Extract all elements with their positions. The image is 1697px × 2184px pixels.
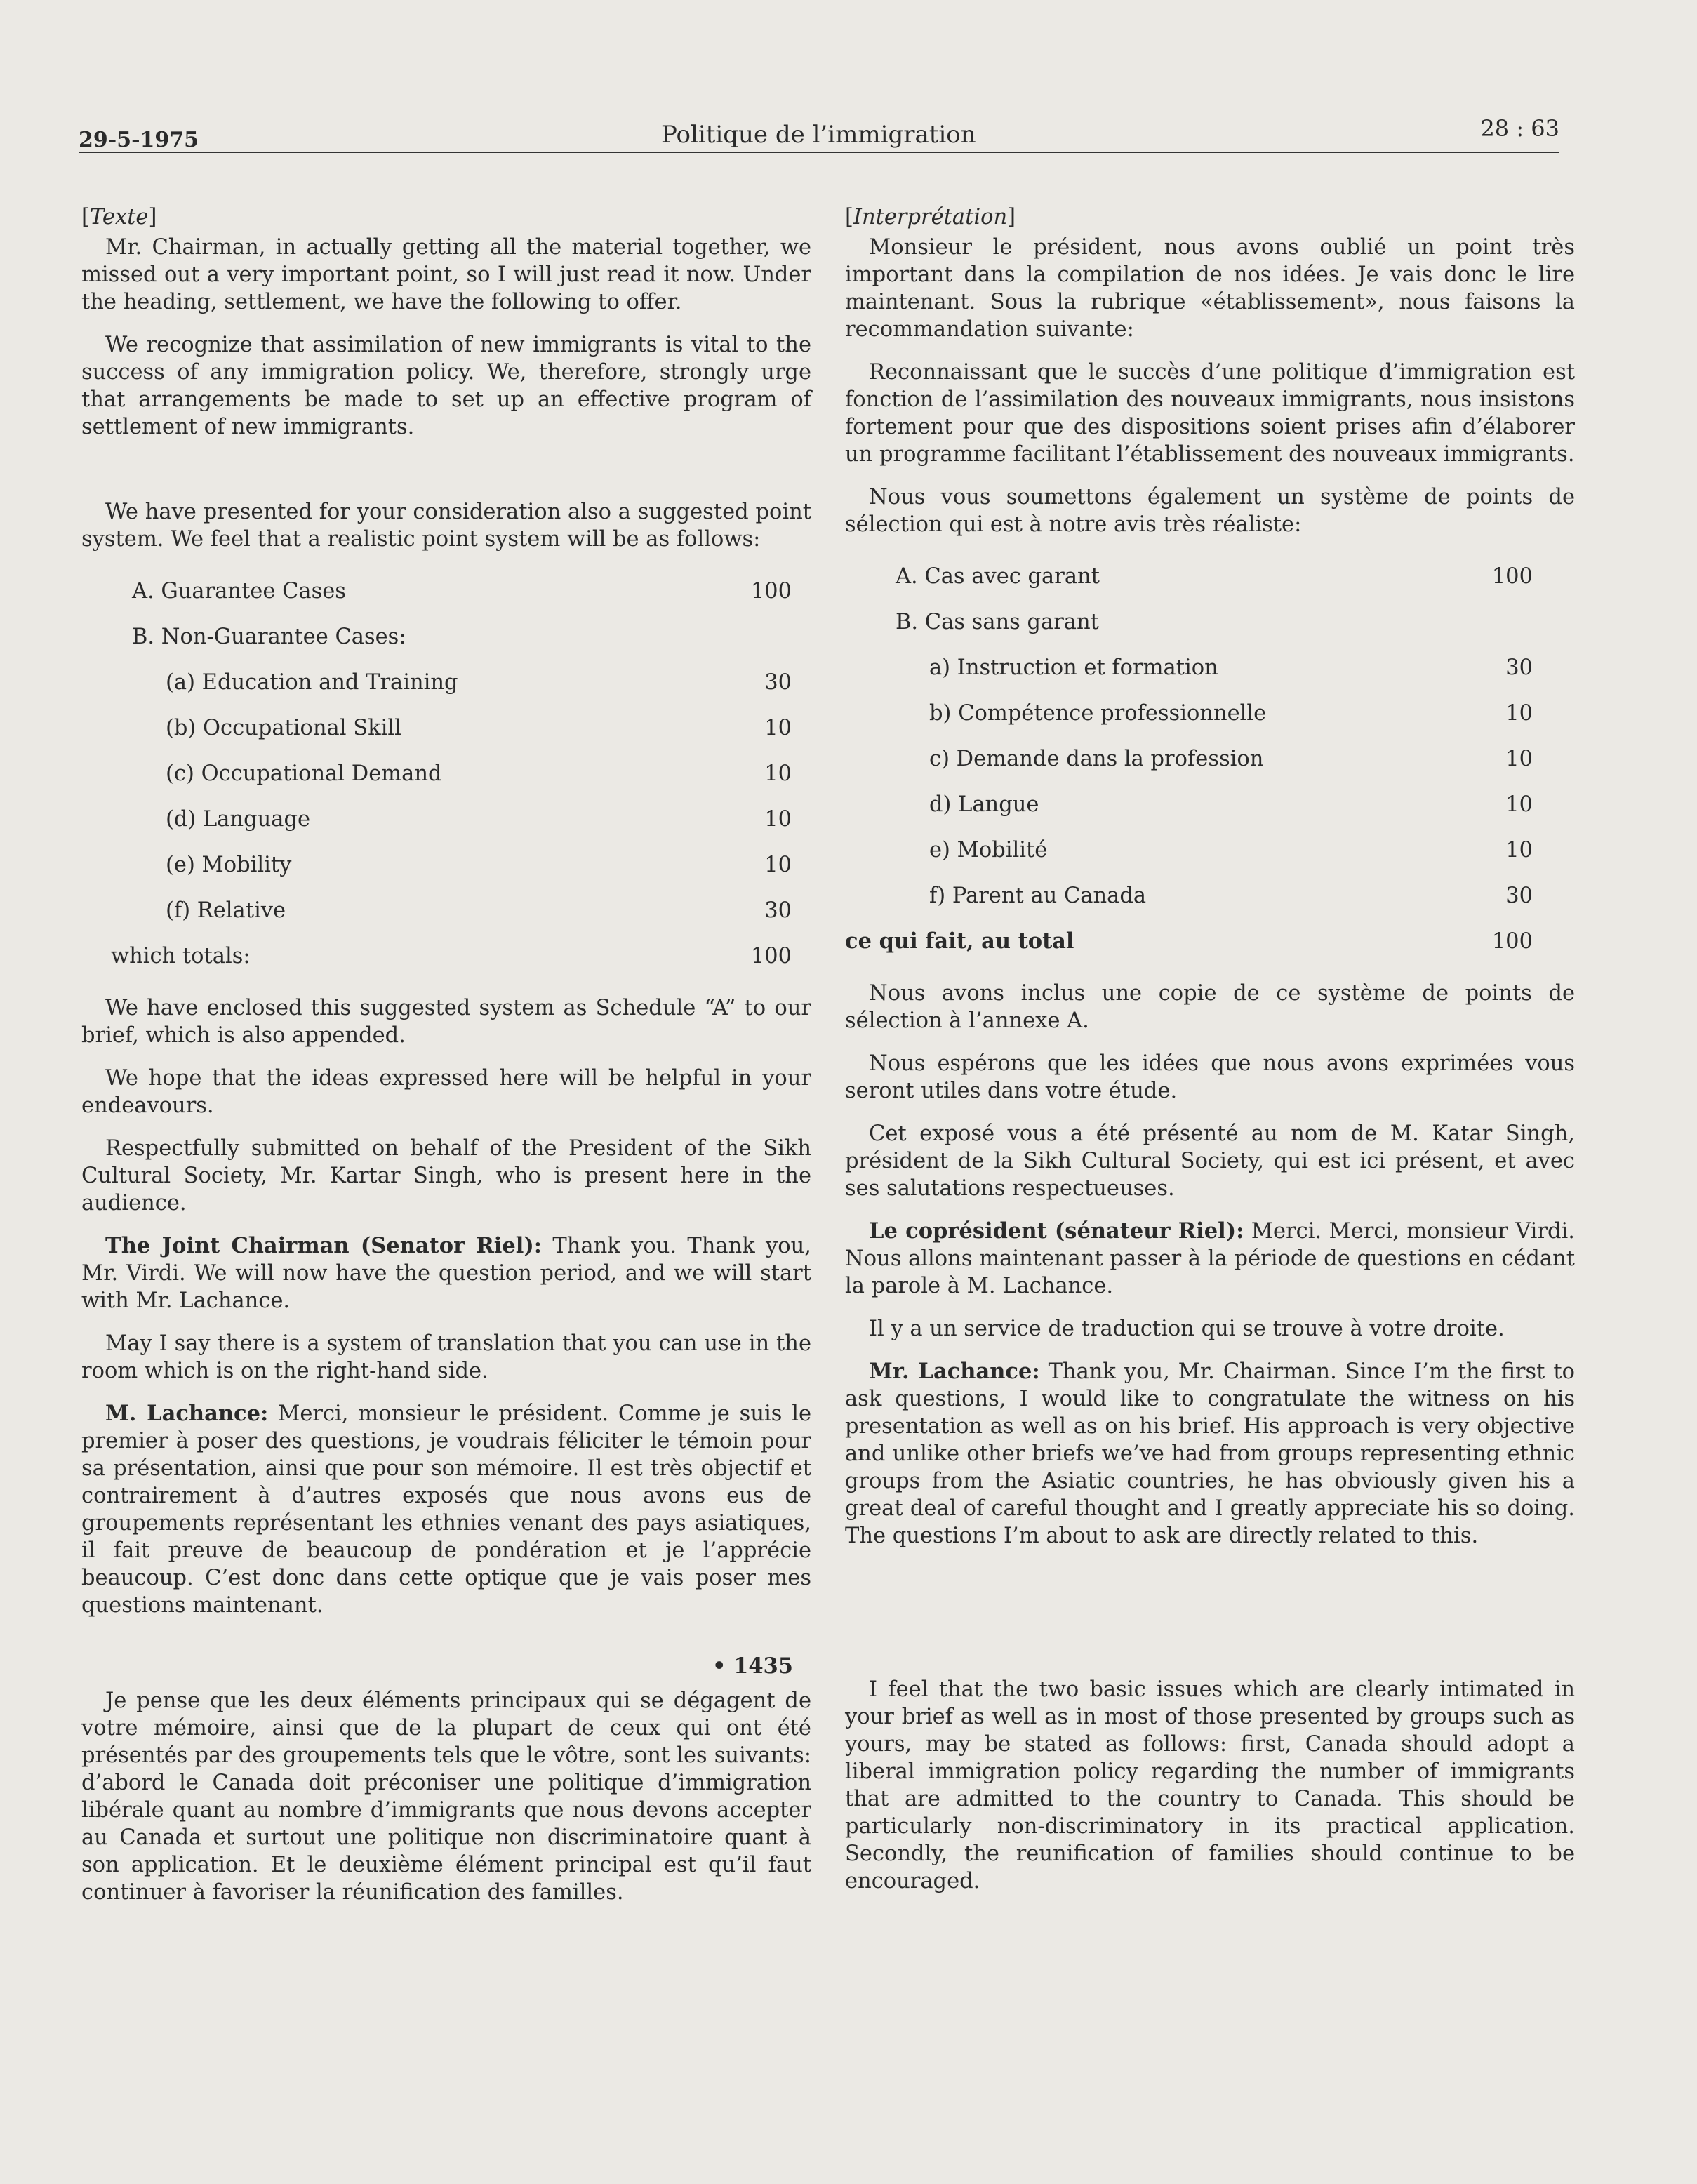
right-paragraph: Il y a un service de traduction qui se trouve à votre droite. [869, 1317, 1505, 1341]
left-paragraph: We have presented for your consideration also a suggested point system. We feel that a realistic point system will be as follows: [81, 500, 811, 552]
point-value: 10 [1505, 838, 1533, 863]
left-paragraph: We recognize that assimilation of new immigrants is vital to the success of any immigration policy. We, therefore, strongly urge that arrangements be made to set up an effective program of settlement of new immigrants. [81, 333, 811, 439]
left-paragraph: Respectfully submitted on behalf of the President of the Sikh Cultural Society, Mr. Kartar Singh, who is present here in the audience. [81, 1136, 811, 1216]
point-row [81, 751, 811, 797]
right-paragraph: I feel that the two basic issues which are clearly intimated in your brief as well as in most of those presented by groups such as yours, may be stated as follows: first, Canada should adopt a liberal immigration policy regarding the number of immigrants that are admitted to the country to Canada. This should be particularly non-discriminatory in its practical application. Secondly, the reunification of families should continue to be encouraged. [845, 1677, 1575, 1893]
point-value: 30 [1505, 655, 1533, 680]
point-label: B. Cas sans garant [896, 610, 1099, 634]
point-label: e) Mobilité [929, 838, 1048, 863]
point-row [845, 599, 1575, 645]
point-row [845, 782, 1575, 827]
left-paragraph: We have enclosed this suggested system as Schedule “A” to our brief, which is also appended. [81, 996, 811, 1048]
point-total-row [845, 919, 1575, 964]
point-row [81, 705, 811, 751]
right-paragraph: Nous vous soumettons également un système de points de sélection qui est à notre avis très réaliste: [845, 485, 1575, 537]
point-row [845, 554, 1575, 599]
timestamp-marker: • 1435 [712, 1653, 793, 1679]
point-value: 100 [1491, 929, 1533, 954]
left-paragraph: We hope that the ideas expressed here will be helpful in your endeavours. [81, 1066, 811, 1118]
right-paragraph: Monsieur le président, nous avons oublié un point très important dans la compilation de nos idées. Je vais donc le lire maintenant. Sous la rubrique «établissement», nous faisons la recommandation suivante: [845, 235, 1575, 342]
point-value: 30 [1505, 884, 1533, 908]
speaker-name: M. Lachance: [105, 1401, 269, 1426]
right-paragraph: Nous avons inclus une copie de ce système de points de sélection à l’annexe A. [845, 981, 1575, 1033]
point-label: B. Non-Guarantee Cases: [132, 625, 406, 649]
point-value: 30 [764, 898, 792, 923]
speaker-name: Le coprésident (sénateur Riel): [869, 1218, 1244, 1244]
point-label: b) Compétence professionnelle [929, 701, 1267, 726]
point-label: (f) Relative [166, 898, 286, 923]
point-value: 100 [750, 579, 792, 604]
point-label: (b) Occupational Skill [166, 716, 401, 740]
left-paragraph: M. Lachance: Merci, monsieur le président. Comme je suis le premier à poser des questions, je voudrais féliciter le témoin pour sa présentation, ainsi que pour son mémoire. Il est très objectif et contrairement à d’autres exposés que nous avons eus de groupements représentant les ethnies venant des pays asiatiques, il fait preuve de beaucoup de pondération et je l’apprécie beaucoup. C’est donc dans cette optique que je vais poser mes questions maintenant. [81, 1401, 812, 1618]
point-label: (a) Education and Training [166, 670, 458, 695]
point-label: d) Langue [929, 792, 1039, 817]
left-paragraph: Je pense que les deux éléments principaux qui se dégagent de votre mémoire, ainsi que de la plupart de ceux qui ont été présentés par des groupements tels que le vôtre, sont les suivants: d’abord le Canada doit préconiser une politique d’immigration libérale quant au nombre d’immigrants que nous devons accepter au Canada et surtout une politique non discriminatoire quant à son application. Et le deuxième élément principal est qu’il faut continuer à favoriser la réunification des familles. [81, 1689, 811, 1905]
point-label: (c) Occupational Demand [166, 761, 442, 786]
point-value: 10 [1505, 747, 1533, 771]
right-point-system-list [845, 554, 1575, 964]
point-label: which totals: [111, 944, 251, 968]
left-column [81, 204, 811, 1922]
point-row [81, 660, 811, 705]
point-label: (e) Mobility [166, 853, 292, 877]
right-section-tag: [Interprétation] [845, 205, 1016, 229]
point-label: ce qui fait, au total [845, 928, 1074, 954]
right-paragraph: Nous espérons que les idées que nous avons exprimées vous seront utiles dans votre étude. [845, 1051, 1575, 1103]
left-point-system-list [81, 568, 811, 979]
speaker-name: The Joint Chairman (Senator Riel): [105, 1233, 543, 1258]
point-value: 10 [764, 807, 792, 832]
right-paragraph: Mr. Lachance: Thank you, Mr. Chairman. Since I’m the first to ask questions, I would like to congratulate the witness on his presentation as well as on his brief. His approach is very objective and unlike other briefs we’ve had from groups representing ethnic groups from the Asiatic countries, he has obviously given his a great deal of careful thought and I greatly appreciate his so doing. The questions I’m about to ask are directly related to this. [845, 1359, 1575, 1548]
point-row [845, 645, 1575, 691]
point-row [845, 691, 1575, 736]
point-value: 10 [764, 716, 792, 740]
point-row [81, 568, 811, 614]
point-value: 10 [764, 761, 792, 786]
point-value: 10 [1505, 701, 1533, 726]
point-label: (d) Language [166, 807, 311, 832]
left-paragraph: May I say there is a system of translation that you can use in the room which is on the right-hand side. [81, 1331, 811, 1383]
point-row [845, 827, 1575, 873]
left-section-tag: [Texte] [81, 205, 157, 229]
right-paragraph: Cet exposé vous a été présenté au nom de M. Katar Singh, président de la Sikh Cultural Society, qui est ici présent, et avec ses salutations respectueuses. [845, 1121, 1575, 1201]
point-value: 10 [1505, 792, 1533, 817]
header-page-number: 28 : 63 [1480, 115, 1559, 142]
point-total-row [81, 933, 811, 979]
speaker-name: Mr. Lachance: [869, 1359, 1040, 1384]
point-row [81, 797, 811, 842]
point-value: 30 [764, 670, 792, 695]
point-label: f) Parent au Canada [929, 884, 1147, 908]
point-label: A. Cas avec garant [896, 564, 1100, 589]
header-title: Politique de l’immigration [661, 121, 976, 149]
point-row [81, 842, 811, 888]
right-paragraph: Le coprésident (sénateur Riel): Merci. Merci, monsieur Virdi. Nous allons maintenant passer à la période de questions en cédant la parole à M. Lachance. [845, 1218, 1575, 1298]
point-value: 100 [750, 944, 792, 968]
point-label: c) Demande dans la profession [929, 747, 1264, 771]
point-label: A. Guarantee Cases [132, 579, 346, 604]
point-label: a) Instruction et formation [929, 655, 1218, 680]
right-column [845, 204, 1575, 1910]
point-value: 10 [764, 853, 792, 877]
point-value: 100 [1491, 564, 1533, 589]
point-row [81, 888, 811, 933]
header-rule [79, 152, 1559, 153]
point-row [845, 873, 1575, 919]
left-paragraph: Mr. Chairman, in actually getting all the material together, we missed out a very important point, so I will just read it now. Under the heading, settlement, we have the following to offer. [81, 235, 811, 314]
point-row [81, 614, 811, 660]
point-row [845, 736, 1575, 782]
left-paragraph: The Joint Chairman (Senator Riel): Thank you. Thank you, Mr. Virdi. We will now have the question period, and we will start with Mr. Lachance. [81, 1233, 811, 1313]
page-header [79, 112, 1559, 154]
header-date: 29-5-1975 [79, 128, 199, 152]
right-paragraph: Reconnaissant que le succès d’une politique d’immigration est fonction de l’assimilation des nouveaux immigrants, nous insistons fortement pour que des dispositions soient prises afin d’élaborer un programme facilitant l’établissement des nouveaux immigrants. [845, 360, 1575, 467]
